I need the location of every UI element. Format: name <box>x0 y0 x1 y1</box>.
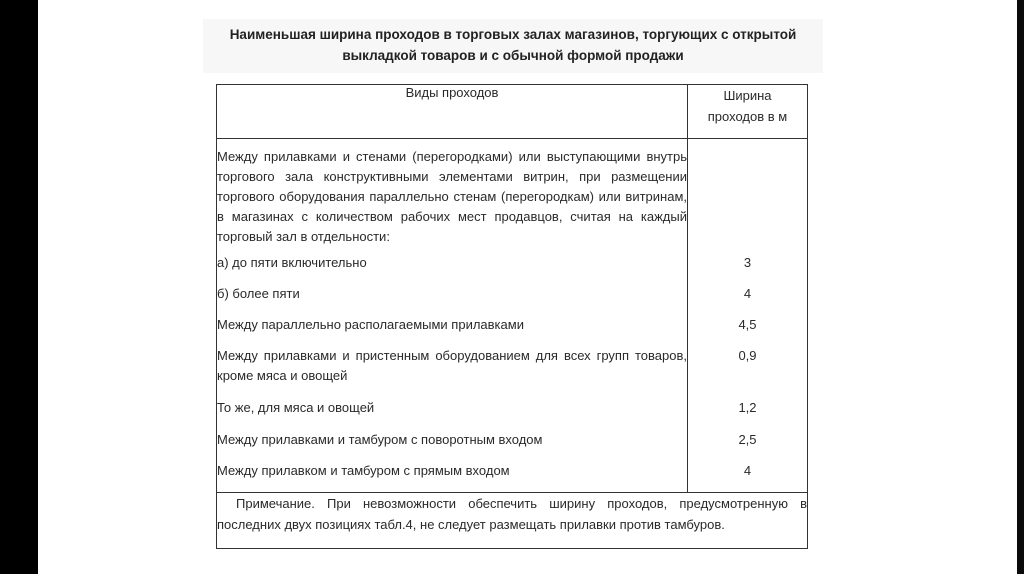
table-row <box>217 430 808 461</box>
row-value: 4 <box>688 284 808 315</box>
table-row <box>217 398 808 430</box>
row-label: Между прилавками и пристенным оборудованием для всех групп товаров, кроме мяса и овощей <box>217 346 688 398</box>
table-row <box>217 284 808 315</box>
left-border <box>0 0 38 574</box>
header-width-line-2: проходов в м <box>707 109 788 124</box>
header-width-line-1: Ширина <box>723 88 772 103</box>
row-label: То же, для мяса и овощей <box>217 398 688 430</box>
row-value: 3 <box>688 253 808 284</box>
table-row <box>217 461 808 493</box>
row-value: 4,5 <box>688 315 808 346</box>
row-value: 4 <box>688 461 808 493</box>
right-border <box>1017 0 1024 574</box>
row-label: Между параллельно располагаемыми прилавками <box>217 315 688 346</box>
note-row <box>217 493 808 549</box>
row-value: 2,5 <box>688 430 808 461</box>
empty-value-cell <box>688 139 808 254</box>
row-label: Между прилавками и тамбуром с поворотным входом <box>217 430 688 461</box>
table-header-row <box>217 85 808 139</box>
header-aisle-width <box>688 85 808 139</box>
row-value: 1,2 <box>688 398 808 430</box>
row-label: а) до пяти включительно <box>217 253 688 284</box>
intro-text: Между прилавками и стенами (перегородками) или выступающими внутрь торгового зала конструктивными элементами витрин, при размещении торгового оборудования параллельно стенам (перегородкам) или витринам, в магазинах с количеством рабочих мест продавцов, считая на каждый торговый зал в отдельности: <box>217 139 688 254</box>
title-line-2: выкладкой товаров и с обычной формой продажи <box>342 48 684 63</box>
table-row <box>217 315 808 346</box>
header-aisle-types: Виды проходов <box>217 85 688 139</box>
table-row <box>217 346 808 398</box>
row-label: Между прилавком и тамбуром с прямым входом <box>217 461 688 493</box>
page-title <box>203 24 823 66</box>
table-row <box>217 253 808 284</box>
title-line-1: Наименьшая ширина проходов в торговых залах магазинов, торгующих с открытой <box>229 27 797 42</box>
row-label: б) более пяти <box>217 284 688 315</box>
table-row <box>217 139 808 254</box>
aisle-width-table <box>216 84 808 549</box>
table-note: Примечание. При невозможности обеспечить ширину проходов, предусмотренную в последних двух позициях табл.4, не следует размещать прилавки против тамбуров. <box>217 493 808 549</box>
row-value: 0,9 <box>688 346 808 398</box>
